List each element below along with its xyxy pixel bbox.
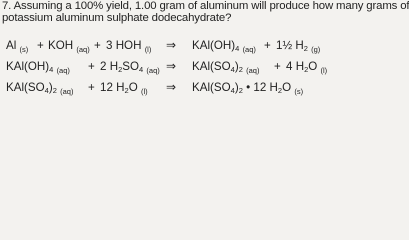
reaction-1-plus-3: + xyxy=(264,39,271,52)
question-line-2: potassium aluminum sulphate dodecahydrate? xyxy=(2,12,232,24)
reaction-1-plus-1: + xyxy=(37,39,44,52)
reaction-1-product-2: 1½ $H_2$ $_{(g)}$ xyxy=(276,39,321,54)
reaction-2-plus-1: + xyxy=(88,60,95,73)
reaction-2-reactant-1: $KAl(OH)_4$ $_{(aq)}$ xyxy=(6,60,70,75)
reaction-3-product-1: $KAl(SO_4)_2$ • 12 $H_2O$ $_{(s)}$ xyxy=(192,81,304,96)
reaction-3-reactant-1: $KAl(SO_4)_2$ $_{(aq)}$ xyxy=(6,81,74,96)
reaction-1-reactant-1: Al $_{(s)}$ xyxy=(6,39,29,54)
reaction-1-reactant-2: KOH $_{(aq)}$ xyxy=(48,39,90,54)
reaction-1-product-1: $KAl(OH)_4$ $_{(aq)}$ xyxy=(192,39,256,54)
reaction-1-arrow: ⇒ xyxy=(166,38,177,52)
question-text xyxy=(2,0,409,24)
question-page xyxy=(0,0,409,107)
reaction-1-reactant-3: 3 HOH $_{(l)}$ xyxy=(106,39,152,54)
reaction-3-reactant-2: 12 $H_2O$ $_{(l)}$ xyxy=(100,81,148,96)
reaction-2-arrow: ⇒ xyxy=(166,59,177,73)
reaction-2-product-1: $KAl(SO_4)_2$ $_{(aq)}$ xyxy=(192,60,260,75)
reaction-1-plus-2: + xyxy=(94,39,101,52)
reaction-3-arrow: ⇒ xyxy=(166,80,177,94)
reaction-3-plus-1: + xyxy=(88,81,95,94)
reaction-2-product-2: 4 $H_2O$ $_{(l)}$ xyxy=(286,60,328,75)
reaction-2-reactant-2: 2 $H_2SO_4$ $_{(aq)}$ xyxy=(100,60,160,75)
question-line-1: 7. Assuming a 100% yield, 1.00 gram of aluminum will produce how many grams of xyxy=(2,0,409,12)
reaction-2-plus-2: + xyxy=(274,60,281,73)
